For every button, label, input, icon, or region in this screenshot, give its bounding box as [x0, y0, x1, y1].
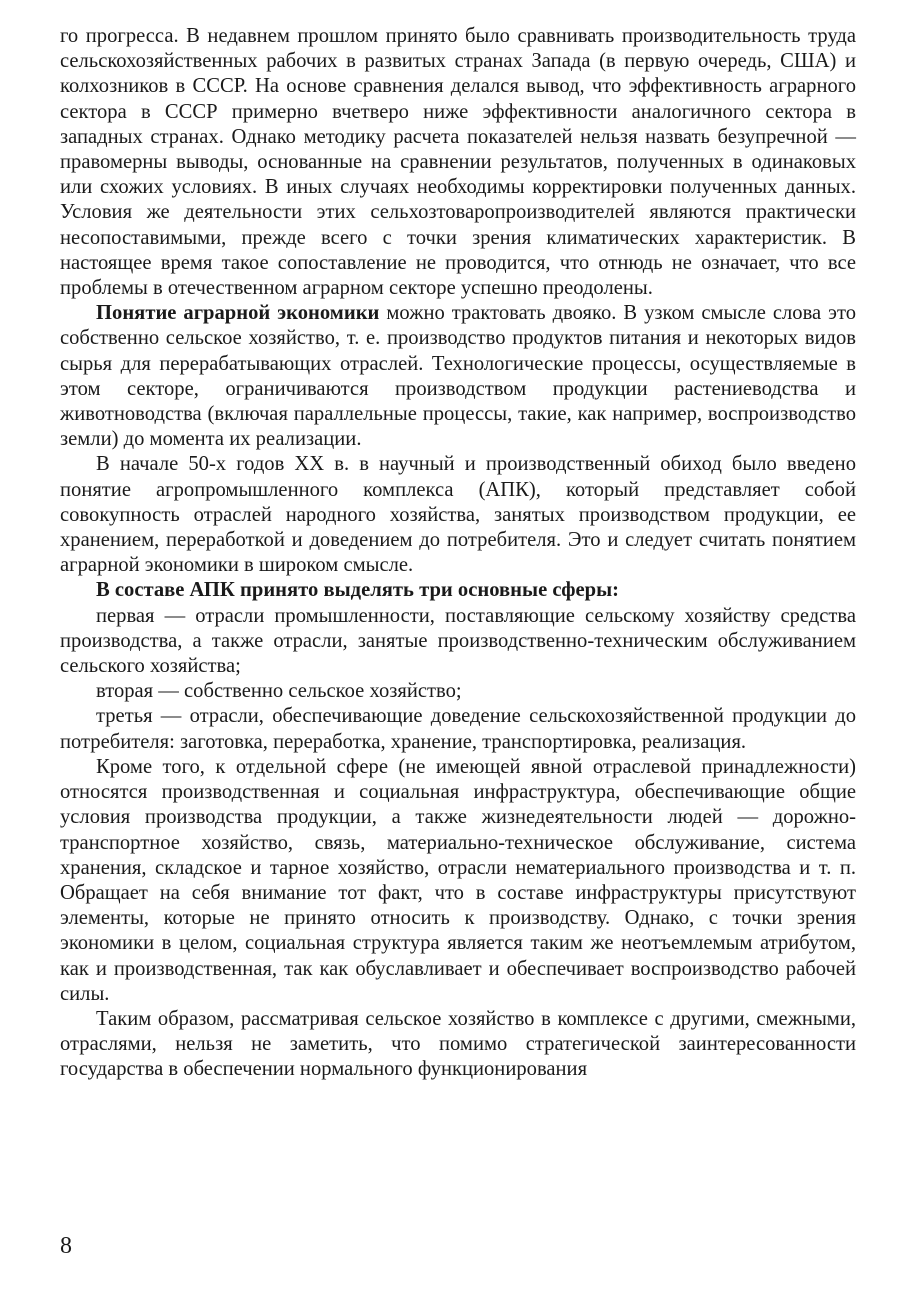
list-item-second-sphere: вторая — собственно сельское хозяйство;	[96, 680, 462, 703]
paragraph-infrastructure: Кроме того, к отдельной сфере (не имеющей явной отраслевой принадлежности) относятся производственная и социальная инфраструктура, обеспечивающие общие условия производства продукции, а также жизнедеятельности людей — дорожно-транспортное хозяйство, связь, материально-техническое обслуживание, система хранения, складское и тарное хозяйство, отрасли нематериального производства и т. п. Обращает на себя внимание тот факт, что в составе инфраструктуры присутствуют элементы, которые не принято относить к производству. Однако, с точки зрения экономики в целом, социальная структура является таким же неотъемлемым атрибутом, как и производственная, так как обуславливает и обеспечивает воспроизводство рабочей силы.	[60, 755, 856, 1005]
list-item-third-sphere: третья — отрасли, обеспечивающие доведение сельскохозяйственной продукции до потребителя: заготовка, переработка, хранение, транспортировка, реализация.	[60, 705, 856, 753]
page-body	[60, 24, 856, 1083]
list-item-first-sphere: первая — отрасли промышленности, поставляющие сельскому хозяйству средства производства, а также отрасли, занятые производственно-техническим обслуживанием сельского хозяйства;	[60, 604, 856, 678]
page-number: 8	[60, 1233, 72, 1259]
paragraph-apk: В начале 50-х годов XX в. в научный и производственный обиход было введено понятие агропромышленного комплекса (АПК), который представляет собой совокупность отраслей народного хозяйства, занятых производством продукции, ее хранением, переработкой и доведением до потребителя. Это и следует считать понятием аграрной экономики в широком смысле.	[60, 453, 856, 577]
paragraph-agrarian-economy-text: можно трактовать двояко. В узком смысле слова это собственно сельское хозяйство, т. е. производство продуктов питания и некоторых видов сырья для перерабатывающих отраслей. Технологические процессы, осуществляемые в этом секторе, ограничиваются производством продукции растениеводства и животноводства (включая параллельные процессы, такие, как например, воспроизводство земли) до момента их реализации.	[60, 302, 857, 451]
paragraph-conclusion: Таким образом, рассматривая сельское хозяйство в комплексе с другими, смежными, отраслями, нельзя не заметить, что помимо стратегической заинтересованности государства в обеспечении нормального функционирования	[60, 1007, 856, 1081]
paragraph-agrarian-economy	[60, 301, 856, 452]
paragraph-apk-spheres-heading	[60, 578, 856, 603]
term-agrarian-economy: Понятие аграрной экономики	[96, 302, 380, 325]
apk-spheres-heading: В составе АПК принято выделять три основные сферы:	[96, 579, 620, 602]
paragraph-intro: го прогресса. В недавнем прошлом принято было сравнивать производительность труда сельскохозяйственных рабочих в развитых странах Запада (в первую очередь, США) и колхозников в СССР. На основе сравнения делался вывод, что эффективность аграрного сектора в СССР примерно вчетверо ниже эффективности аналогичного сектора в западных странах. Однако методику расчета показателей нельзя назвать безупречной — правомерны выводы, основанные на сравнении результатов, полученных в одинаковых или схожих условиях. В иных случаях необходимы корректировки полученных данных. Условия же деятельности этих сельхозтоваропроизводителей являются практически несопоставимыми, прежде всего с точки зрения климатических характеристик. В настоящее время такое сопоставление не проводится, что отнюдь не означает, что все проблемы в отечественном аграрном секторе успешно преодолены.	[60, 25, 856, 300]
